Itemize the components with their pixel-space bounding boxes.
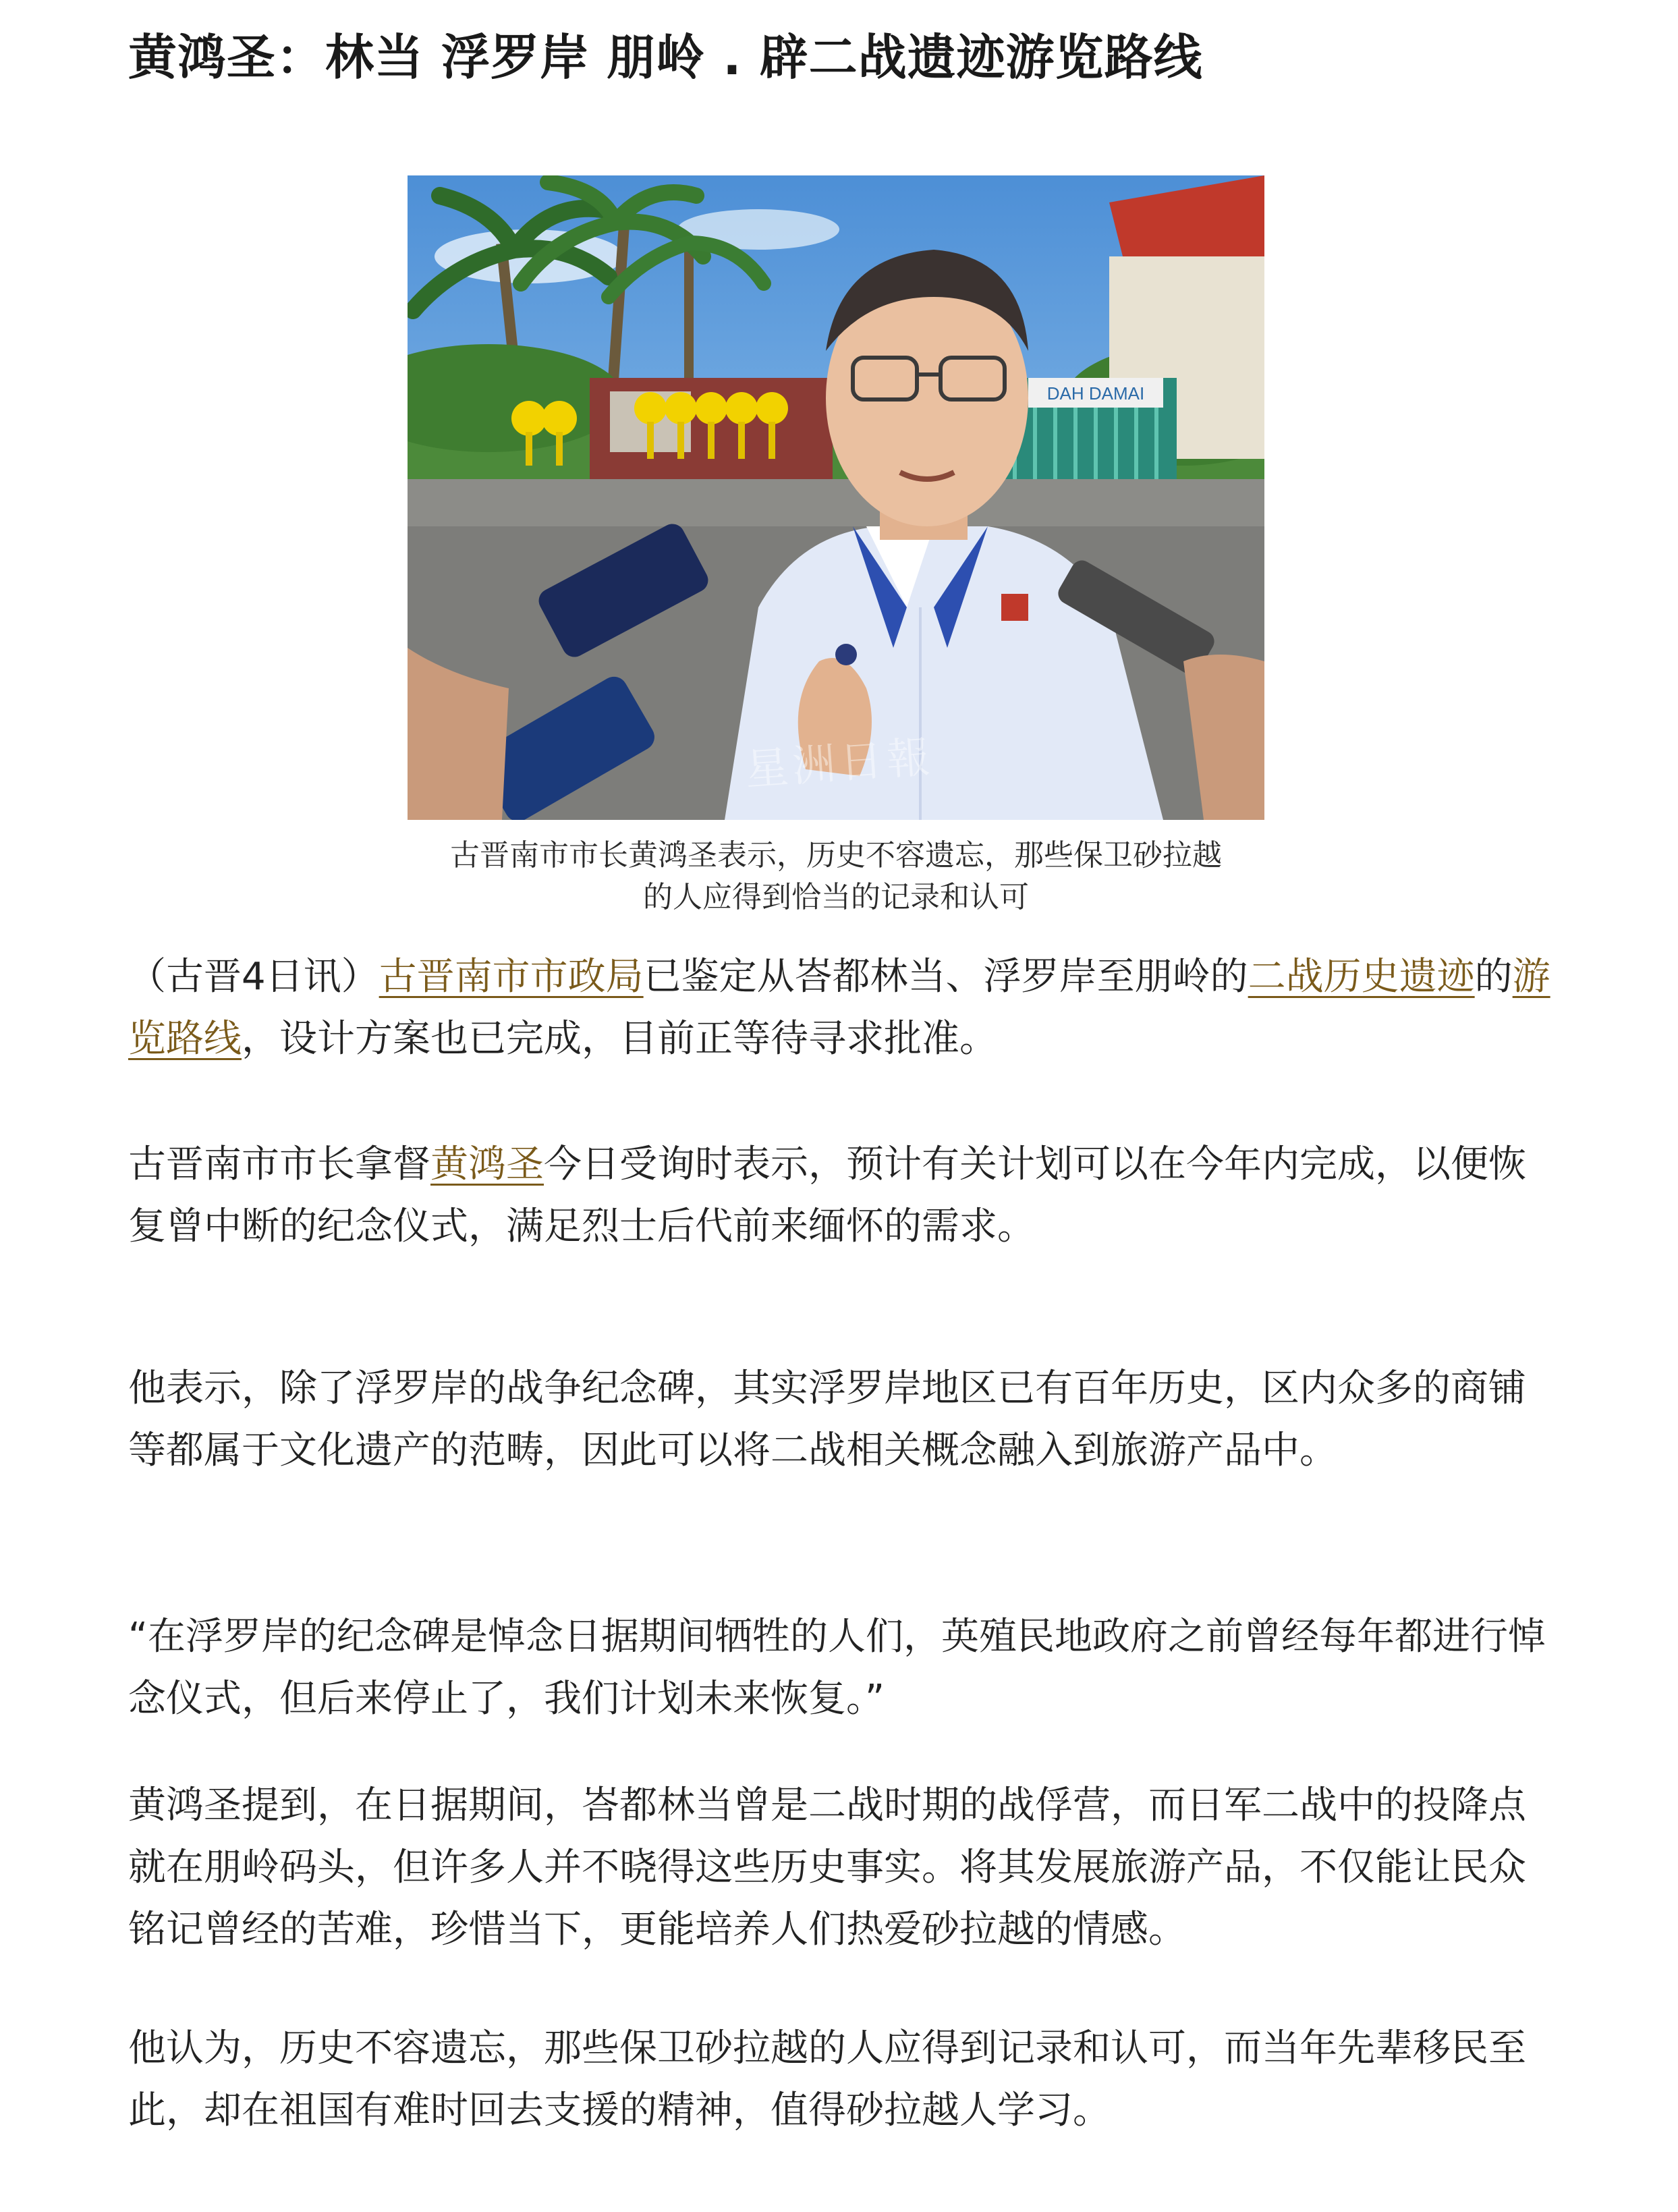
paragraph-1 (128, 946, 1552, 1070)
paragraph-4: “在浮罗岸的纪念碑是悼念日据期间牺牲的人们，英殖民地政府之前曾经每年都进行悼念仪式，但后来停止了，我们计划未来恢复。” (128, 1615, 1546, 1721)
paragraph-3: 他表示，除了浮罗岸的战争纪念碑，其实浮罗岸地区已有百年历史，区内众多的商铺等都属于文化遗产的范畴，因此可以将二战相关概念融入到旅游产品中。 (128, 1366, 1526, 1472)
article-photo (408, 175, 1264, 820)
paragraph-5: 黄鸿圣提到，在日据期间，峇都林当曾是二战时期的战俘营，而日军二战中的投降点就在朋岭码头，但许多人并不晓得这些历史事实。将其发展旅游产品，不仅能让民众铭记曾经的苦难，珍惜当下，更能培养人们热爱砂拉越的情感。 (128, 1784, 1526, 1952)
photo-watermark: 星洲日報 (744, 732, 936, 796)
paragraph-2 (128, 1134, 1552, 1258)
link-ww2-sites[interactable]: 二战历史遗迹 (1248, 955, 1475, 999)
link-person[interactable]: 黄鸿圣 (430, 1142, 544, 1186)
paragraph-1-prefix: （古晋4日讯） (128, 955, 379, 999)
article (128, 0, 1552, 2132)
paragraph-6: 他认为，历史不容遗忘，那些保卫砂拉越的人应得到记录和认可，而当年先辈移民至此，却在祖国有难时回去支援的精神，值得砂拉越人学习。 (128, 2026, 1526, 2132)
caption-line-1: 古晋南市市长黄鸿圣表示，历史不容遗忘，那些保卫砂拉越 (450, 838, 1222, 873)
gate-sign: DAH DAMAI (1046, 383, 1145, 404)
paragraph-2-suffix: 今日受询时表示，预计有关计划可以在今年内完成，以便恢复曾中断的纪念仪式，满足烈士后代前来缅怀的需求。 (128, 1142, 1526, 1248)
paragraph-2-prefix: 古晋南市市长拿督 (128, 1142, 430, 1186)
photo-caption (408, 835, 1264, 918)
link-tour-route[interactable]: 游览路线 (128, 955, 1550, 1061)
paragraph-1-mid1: 已鉴定从峇都林当、浮罗岸至朋岭的 (643, 955, 1248, 999)
article-figure (408, 175, 1264, 918)
paragraph-1-suffix: ，设计方案也已完成，目前正等待寻求批准。 (242, 1017, 997, 1061)
caption-line-2: 的人应得到恰当的记录和认可 (643, 880, 1029, 914)
link-city-council[interactable]: 古晋南市市政局 (379, 955, 644, 999)
photo-illustration (408, 175, 1264, 820)
article-title: 黄鸿圣：林当 浮罗岸 朋岭 . 辟二战遗迹游览路线 (128, 29, 1203, 86)
paragraph-1-mid2: 的 (1474, 955, 1513, 999)
